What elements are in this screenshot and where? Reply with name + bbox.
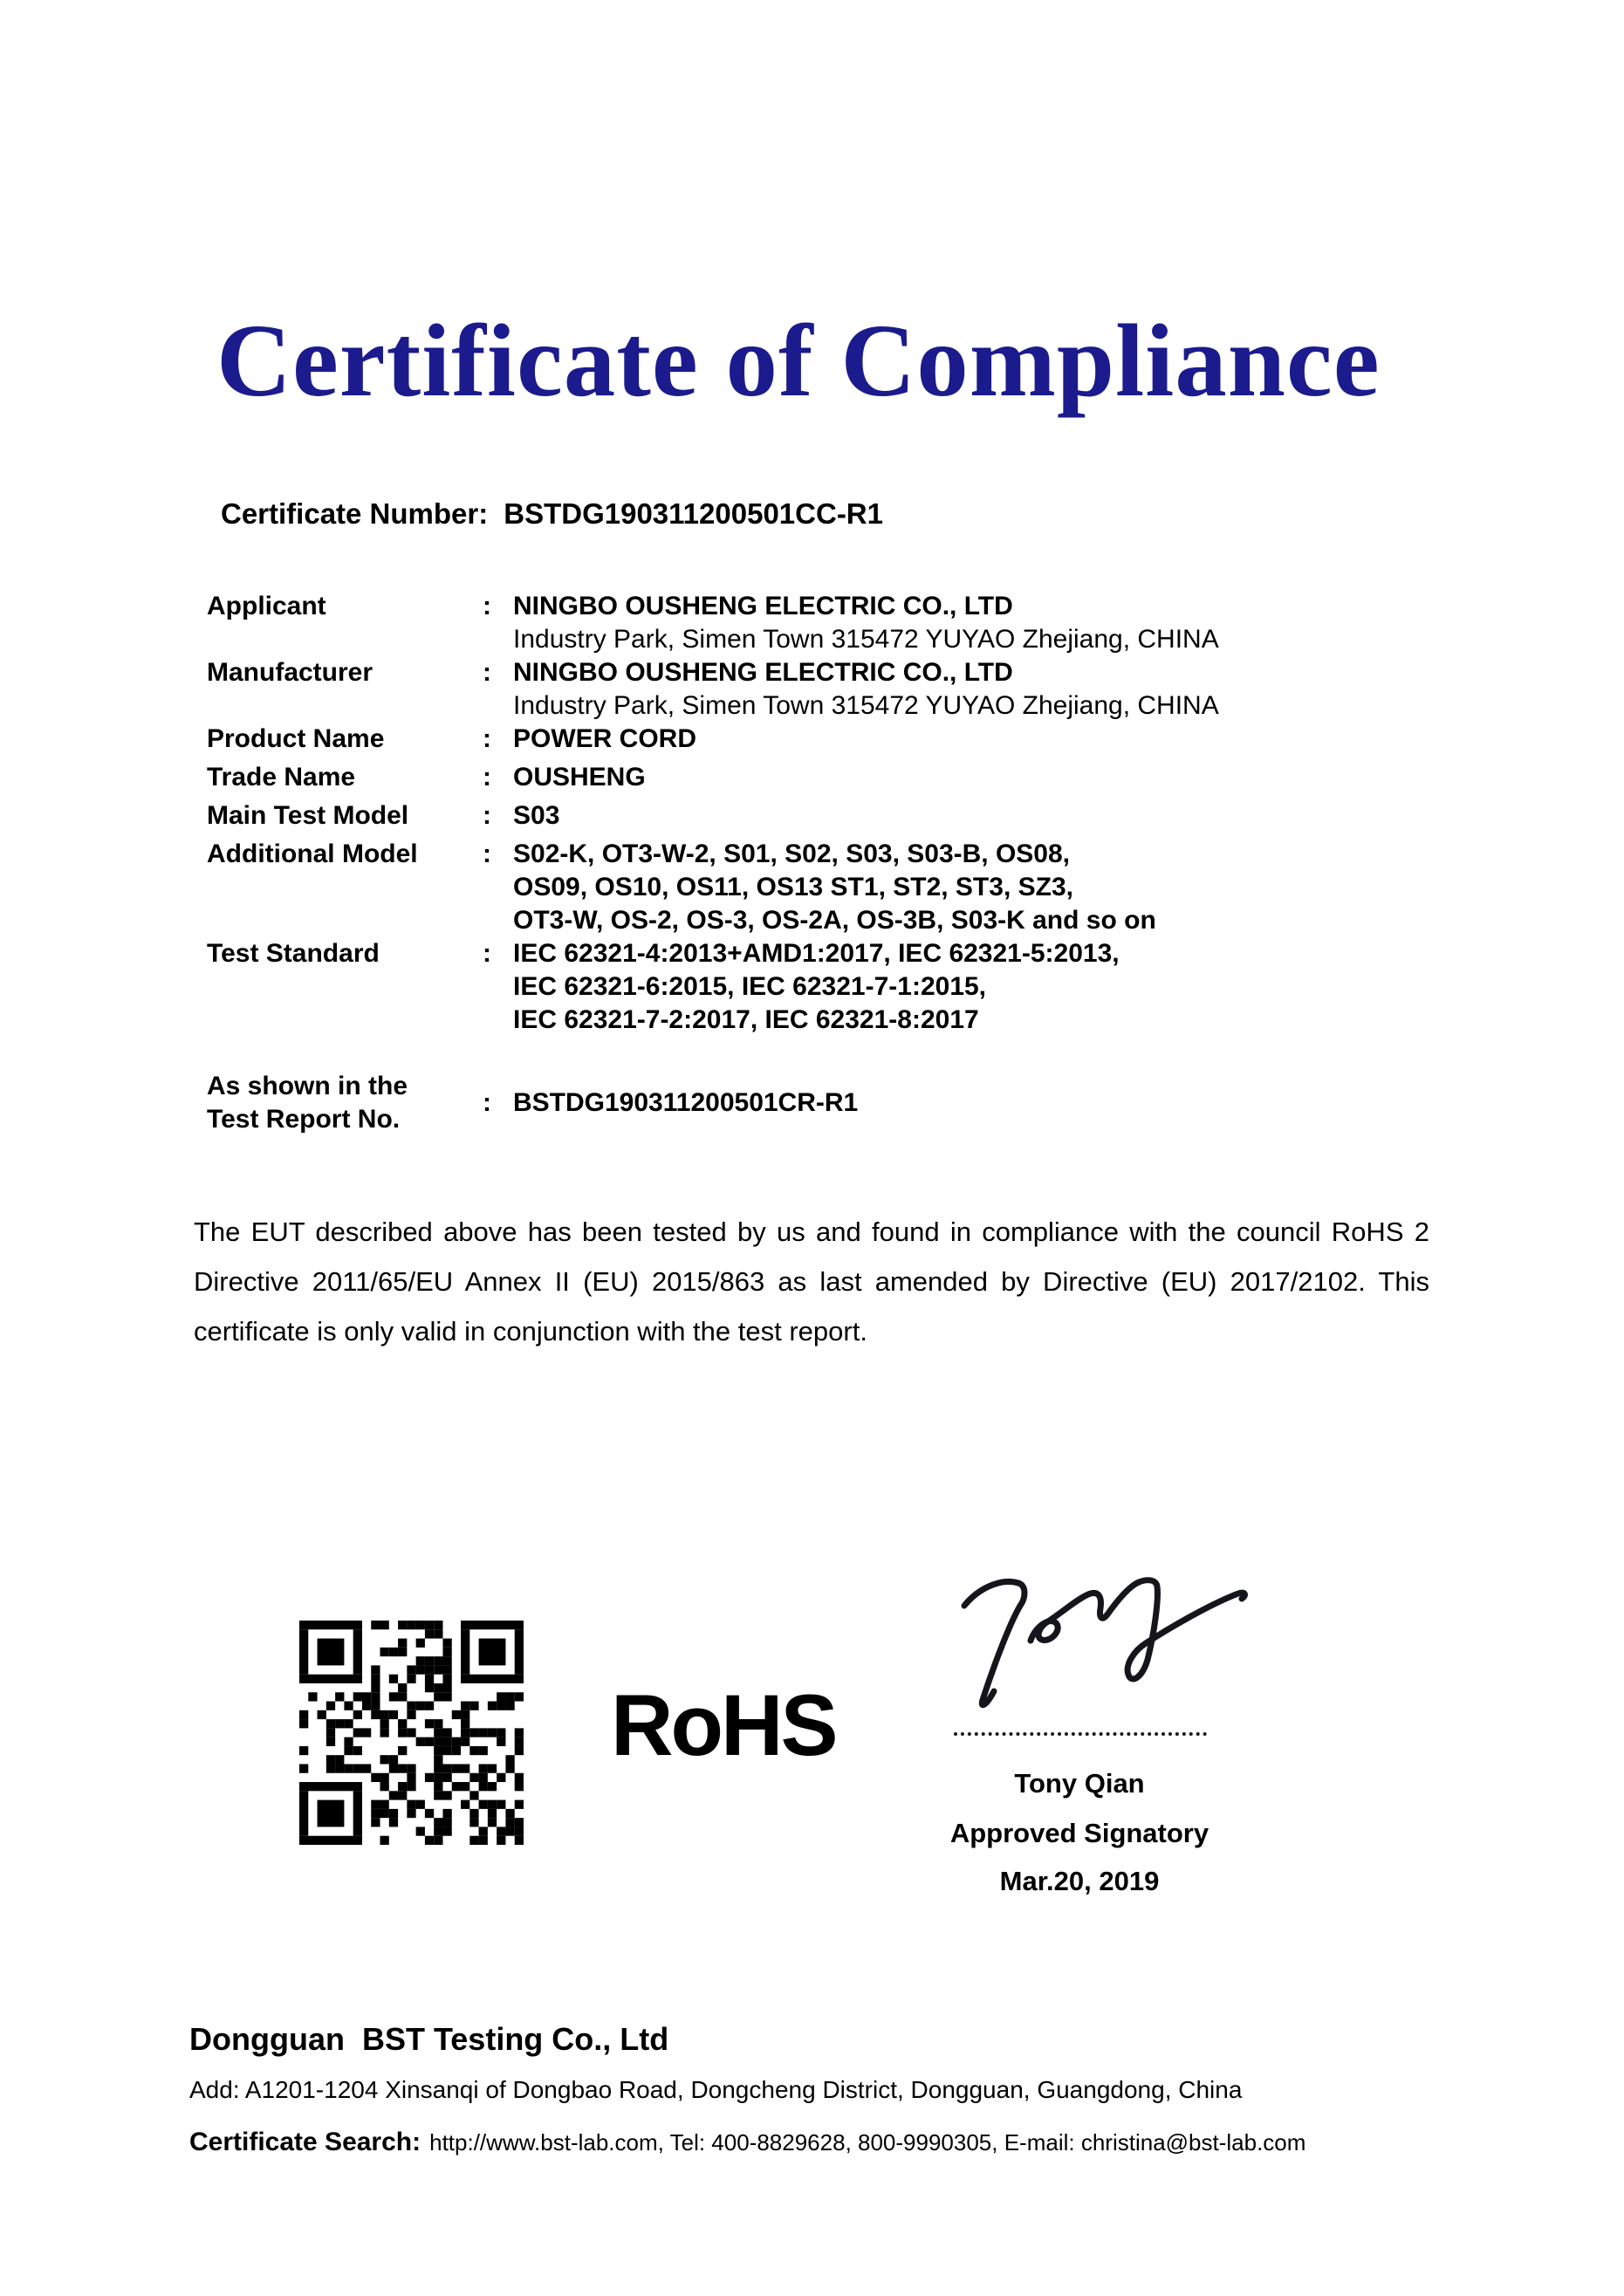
field-value — [513, 723, 1472, 756]
field-value — [513, 937, 1472, 1037]
field-label: Product Name — [207, 724, 385, 753]
certificate-search-label: Certificate Search: — [189, 2128, 421, 2156]
field-value-line: IEC 62321-4:2013+AMD1:2017, IEC 62321-5:2013, — [513, 939, 1120, 968]
field-value — [513, 838, 1472, 937]
field-colon: : — [483, 592, 491, 620]
field-row-trade-name — [207, 761, 1472, 794]
compliance-statement: The EUT described above has been tested by us and found in compliance with the council RoHS 2 Directive 2011/65/EU Annex II (EU) 2015/863 as last amended by Directive (EU) 2017/2102. This certificate is only valid in conjunction with the test report. — [194, 1217, 1429, 1347]
field-row-applicant — [207, 590, 1472, 656]
field-value-line: NINGBO OUSHENG ELECTRIC CO., LTD — [513, 658, 1013, 687]
field-value — [513, 799, 1472, 833]
page-title: Certificate of Compliance — [216, 303, 1381, 418]
field-rows — [207, 590, 1472, 1037]
field-colon: : — [483, 1088, 491, 1117]
field-value — [513, 590, 1472, 656]
field-label: Test Standard — [207, 939, 380, 968]
field-row-main-test-model — [207, 799, 1472, 833]
signature-icon — [914, 1545, 1263, 1728]
field-value — [513, 761, 1472, 794]
test-report-number: BSTDG190311200501CR-R1 — [513, 1088, 859, 1117]
field-colon: : — [483, 801, 491, 830]
field-colon: : — [483, 724, 491, 753]
field-colon: : — [483, 840, 491, 868]
field-colon: : — [483, 658, 491, 687]
certificate-search-line — [189, 2128, 1498, 2157]
signatory-date: Mar.20, 2019 — [999, 1866, 1160, 1896]
field-label: Manufacturer — [207, 658, 373, 687]
rohs-logo: RoHS — [611, 1676, 836, 1773]
field-value-line: S03 — [513, 801, 560, 830]
field-label: Additional Model — [207, 840, 418, 868]
field-value-line: IEC 62321-6:2015, IEC 62321-7-1:2015, — [513, 972, 987, 1001]
field-colon: : — [483, 763, 491, 792]
field-colon: : — [483, 939, 491, 968]
field-row-additional-model — [207, 838, 1472, 937]
field-value-line: NINGBO OUSHENG ELECTRIC CO., LTD — [513, 592, 1013, 620]
qr-code — [299, 1621, 524, 1845]
field-value-line: OUSHENG — [513, 763, 646, 792]
certificate-fields — [207, 590, 1472, 1136]
field-row-test-standard — [207, 937, 1472, 1037]
test-report-row — [207, 1070, 1472, 1136]
footer — [189, 2021, 1498, 2157]
field-value-line: Industry Park, Simen Town 315472 YUYAO Zhejiang, CHINA — [513, 625, 1219, 654]
field-row-manufacturer — [207, 656, 1472, 723]
test-report-label — [207, 1070, 483, 1136]
signatory-name: Tony Qian — [1014, 1768, 1145, 1799]
field-value-line: POWER CORD — [513, 724, 696, 753]
lab-name: Dongguan BST Testing Co., Ltd — [189, 2021, 669, 2057]
test-report-label-line2: Test Report No. — [207, 1105, 401, 1134]
field-value-line: S02-K, OT3-W-2, S01, S02, S03, S03-B, OS08, — [513, 840, 1070, 868]
signatory-role: Approved Signatory — [949, 1818, 1209, 1848]
signature-line — [954, 1732, 1207, 1736]
field-value — [513, 656, 1472, 723]
field-value-line: OT3-W, OS-2, OS-3, OS-2A, OS-3B, S03-K and so on — [513, 906, 1156, 935]
field-value-line: IEC 62321-7-2:2017, IEC 62321-8:2017 — [513, 1005, 979, 1034]
field-value-line: Industry Park, Simen Town 315472 YUYAO Zhejiang, CHINA — [513, 691, 1219, 720]
field-row-product-name — [207, 723, 1472, 756]
field-label: Trade Name — [207, 763, 356, 792]
field-label: Main Test Model — [207, 801, 409, 830]
signature-block — [922, 1545, 1237, 1920]
certificate-number-row — [221, 497, 883, 531]
certificate-number-value: BSTDG190311200501CC-R1 — [504, 497, 883, 530]
field-label: Applicant — [207, 592, 326, 620]
certificate-search-value: http://www.bst-lab.com, Tel: 400-8829628, 800-9990305, E-mail: christina@bst-lab.com — [429, 2129, 1306, 2155]
lab-address: Add: A1201-1204 Xinsanqi of Dongbao Road, Dongcheng District, Dongguan, Guangdong, China — [189, 2076, 1243, 2103]
certificate-number-label: Certificate Number: — [221, 497, 489, 530]
field-value-line: OS09, OS10, OS11, OS13 ST1, ST2, ST3, SZ3, — [513, 873, 1073, 901]
test-report-label-line1: As shown in the — [207, 1072, 408, 1100]
